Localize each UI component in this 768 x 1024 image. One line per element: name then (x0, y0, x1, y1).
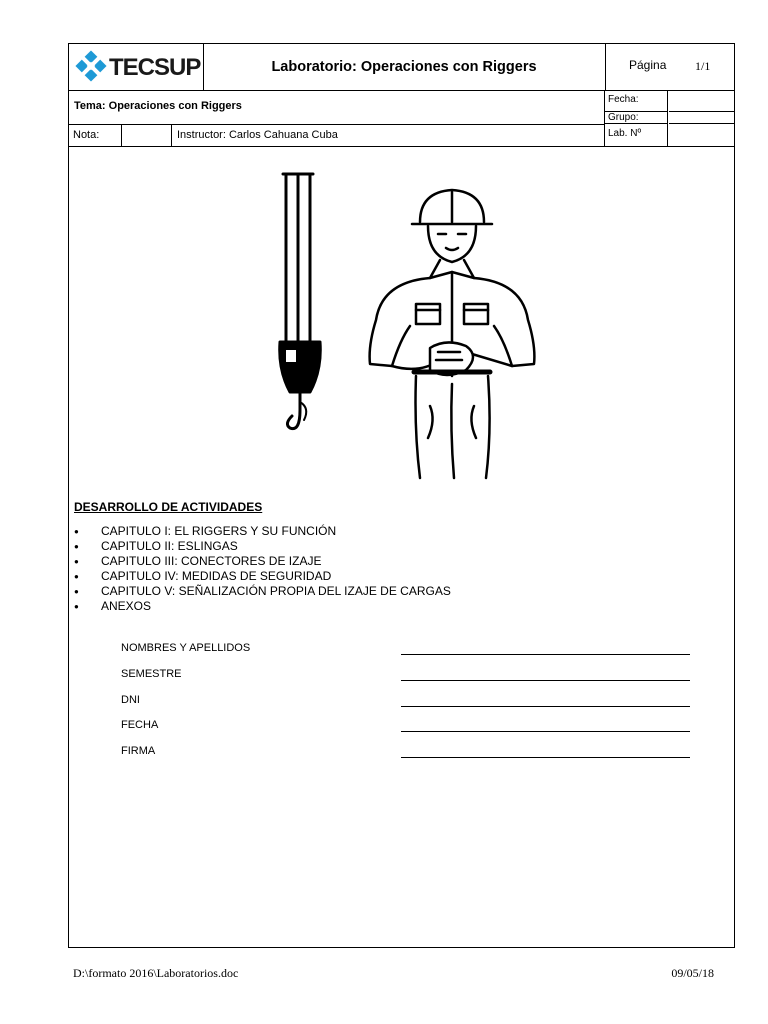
grupo-label: Grupo: (605, 112, 668, 124)
footer-file-path: D:\formato 2016\Laboratorios.doc (73, 966, 239, 980)
list-item: ● CAPITULO IV: MEDIDAS DE SEGURIDAD (74, 569, 451, 584)
tema-cell (69, 90, 605, 125)
nota-label: Nota: (69, 124, 122, 146)
instructor: Instructor: Carlos Cahuana Cuba (172, 124, 605, 146)
page-number: 1/1 (695, 59, 711, 73)
fecha-label: Fecha: (605, 90, 668, 112)
lab-number-value (669, 124, 735, 146)
field-label-dni: DNI (121, 694, 140, 706)
rigger-illustration (270, 170, 540, 482)
field-line-nombres[interactable] (401, 654, 690, 655)
tecsup-logo-icon (69, 44, 203, 90)
lab-number-label: Lab. Nº (605, 124, 668, 146)
list-item: ● ANEXOS (74, 599, 451, 614)
page-indicator (605, 44, 735, 90)
field-label-firma: FIRMA (121, 745, 156, 757)
nota-value (122, 124, 172, 146)
meta-table (69, 90, 734, 147)
field-label-fecha: FECHA (121, 719, 159, 731)
document-title: Laboratorio: Operaciones con Riggers (203, 44, 606, 90)
grupo-value (669, 112, 735, 124)
field-label-nombres: NOMBRES Y APELLIDOS (121, 642, 251, 654)
field-line-semestre[interactable] (401, 680, 690, 681)
field-line-fecha[interactable] (401, 731, 690, 732)
field-line-dni[interactable] (401, 706, 690, 707)
list-item: ● CAPITULO V: SEÑALIZACIÓN PROPIA DEL IZAJE DE CARGAS (74, 584, 451, 599)
list-item: ● CAPITULO I: EL RIGGERS Y SU FUNCIÓN (74, 524, 451, 539)
svg-text:TECSUP: TECSUP (109, 54, 201, 81)
chapter-list (74, 524, 451, 614)
field-label-semestre: SEMESTRE (121, 668, 182, 680)
tema-text: Tema: Operaciones con Riggers (74, 100, 242, 112)
list-item: ● CAPITULO II: ESLINGAS (74, 539, 451, 554)
logo (69, 44, 204, 90)
field-line-firma[interactable] (401, 757, 690, 758)
section-title: DESARROLLO DE ACTIVIDADES (74, 500, 263, 514)
page-label: Página (629, 58, 667, 72)
list-item: ● CAPITULO III: CONECTORES DE IZAJE (74, 554, 451, 569)
footer-date: 09/05/18 (671, 966, 714, 980)
fecha-value (669, 90, 735, 112)
header-row (69, 44, 734, 91)
